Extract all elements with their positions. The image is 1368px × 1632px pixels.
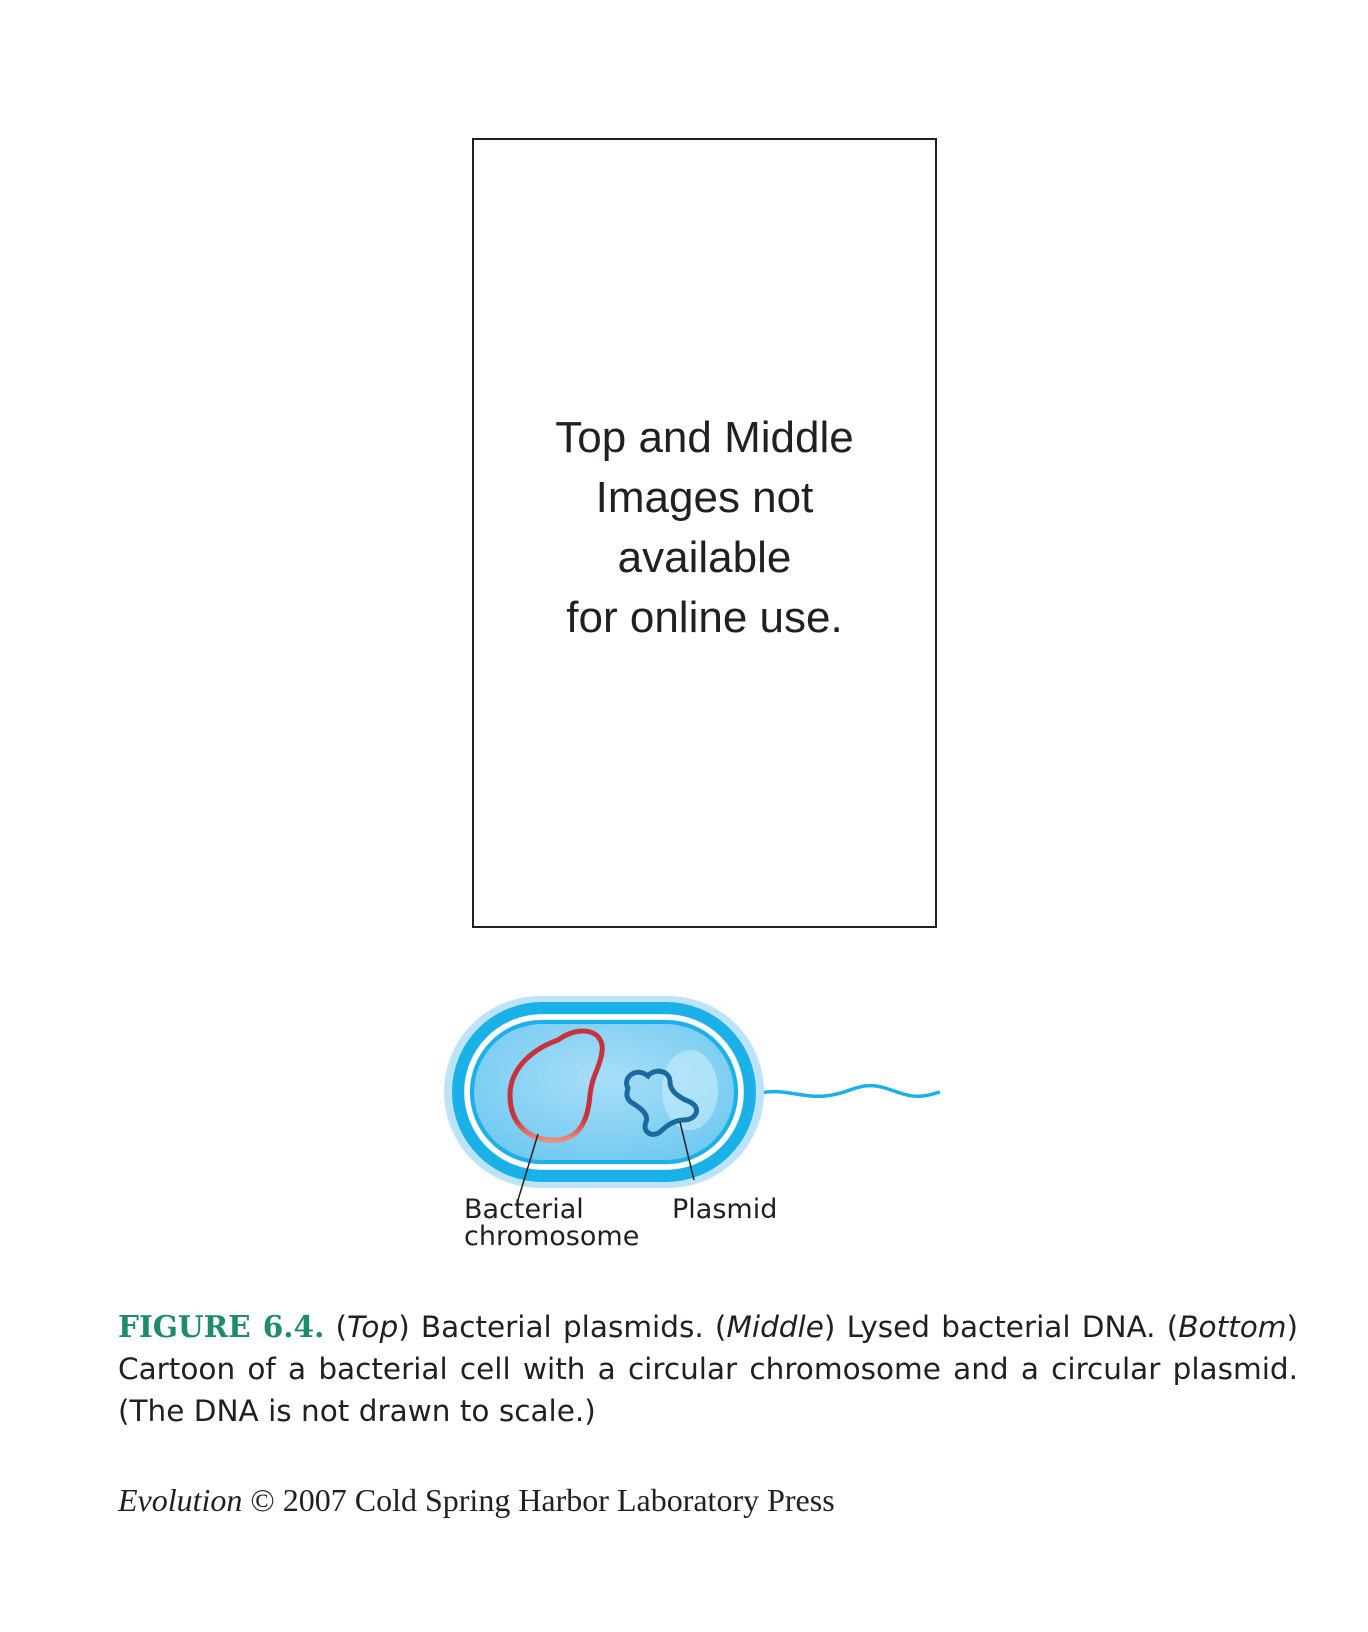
placeholder-line-3: available xyxy=(617,533,792,582)
flagellum xyxy=(760,1086,940,1097)
caption-top-label: Top xyxy=(347,1310,399,1344)
placeholder-line-4: for online use. xyxy=(566,593,843,642)
caption-middle-text: Lysed bacterial DNA. xyxy=(846,1310,1156,1344)
placeholder-line-2: Images not xyxy=(595,473,814,522)
figure-caption: FIGURE 6.4. (Top) Bacterial plasmids. (Middle) Lysed bacterial DNA. (Bottom) Cartoon of a bacterial cell with a circular chromosome and a circular plasmid. (The DNA is not drawn to scale.) xyxy=(118,1309,1299,1428)
figure-number: FIGURE 6.4. xyxy=(118,1309,325,1344)
image-placeholder-box xyxy=(472,138,937,928)
placeholder-line-1: Top and Middle xyxy=(555,413,854,462)
plasmid-label: Plasmid xyxy=(672,1194,778,1225)
caption-bottom-text: Cartoon of a bacterial cell with a circular chromosome and a circular plasmid. xyxy=(118,1352,1298,1386)
caption-bottom-label: Bottom xyxy=(1178,1310,1287,1344)
bacterial-cell-diagram xyxy=(440,980,980,1270)
chromosome-label-line-2: chromosome xyxy=(464,1221,640,1252)
credit-title: Evolution xyxy=(118,1482,243,1518)
credit-rest: © 2007 Cold Spring Harbor Laboratory Press xyxy=(250,1482,835,1518)
caption-top-text: Bacterial plasmids. xyxy=(420,1310,704,1344)
chromosome-label-line-1: Bacterial xyxy=(464,1194,584,1225)
caption-note: (The DNA is not drawn to scale.) xyxy=(118,1394,596,1428)
copyright-credit xyxy=(118,1480,835,1520)
caption-middle-label: Middle xyxy=(726,1310,824,1344)
placeholder-message xyxy=(474,408,935,648)
